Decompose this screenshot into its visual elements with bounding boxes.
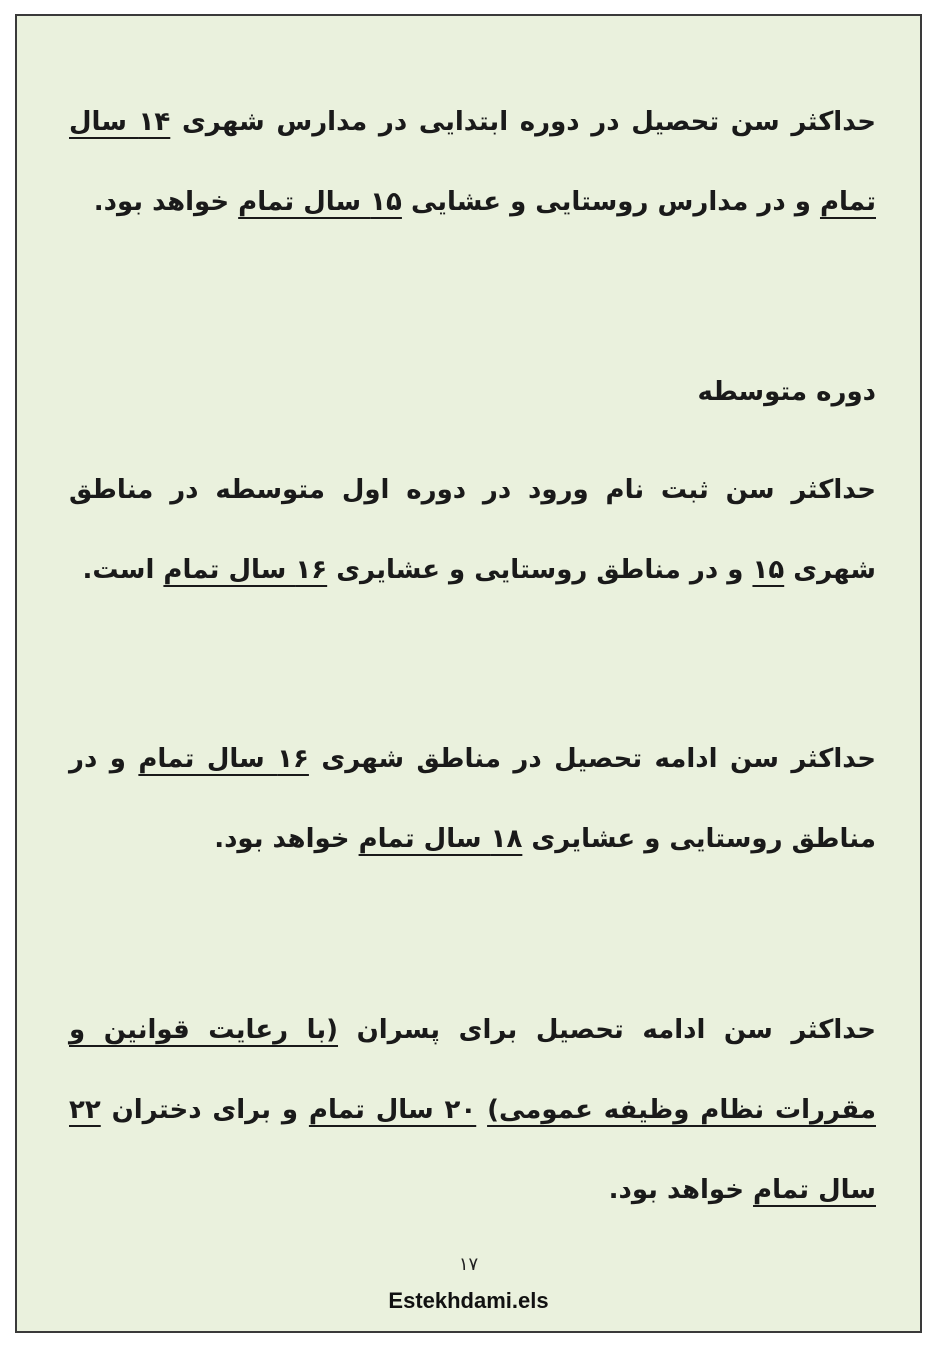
underlined-value: ۱۵ سال تمام xyxy=(238,187,402,217)
text-segment: و برای دختران xyxy=(100,1095,309,1125)
text-segment: حداکثر سن ادامه تحصیل برای پسران xyxy=(338,1015,877,1045)
text-segment: و در مدارس روستایی و عشایی xyxy=(401,187,820,217)
paragraph-gender-limits xyxy=(69,990,876,1230)
underlined-value: ۱۸ سال تمام xyxy=(358,824,523,854)
text-segment: و در مناطق روستایی و عشایری xyxy=(69,744,876,854)
text-segment: حداکثر سن ثبت نام ورود در دوره اول متوسطه در مناطق شهری xyxy=(69,475,876,585)
text-segment: خواهد بود. xyxy=(608,1175,754,1205)
text-segment: خواهد بود. xyxy=(93,187,239,217)
text-segment: است. xyxy=(82,555,164,585)
document-page xyxy=(15,14,922,1333)
page-number: ۱۷ xyxy=(458,1254,479,1275)
footer-brand: Estekhdami.els xyxy=(388,1288,549,1313)
paragraph-secondary-registration xyxy=(69,450,876,610)
underlined-value: (با رعایت قوانین و مقررات نظام وظیفه عمومی) xyxy=(69,1015,876,1125)
paragraph-continued-education xyxy=(69,719,876,879)
section-heading: دوره متوسطه xyxy=(697,377,876,407)
underlined-value: ۱۴ سال تمام xyxy=(69,107,876,217)
text-segment xyxy=(476,1095,487,1125)
text-segment: حداکثر سن تحصیل در دوره ابتدایی در مدارس شهری xyxy=(170,107,876,137)
paragraph-primary-age xyxy=(69,82,876,242)
text-segment: و در مناطق روستایی و عشایری xyxy=(327,555,753,585)
underlined-value: ۱۵ xyxy=(752,555,785,585)
text-segment: حداکثر سن ادامه تحصیل در مناطق شهری xyxy=(308,744,876,774)
underlined-value: ۱۶ سال تمام xyxy=(163,555,328,585)
underlined-value: ۲۰ سال تمام xyxy=(308,1095,477,1125)
underlined-value: ۲۲ سال تمام xyxy=(69,1095,876,1205)
text-segment: خواهد بود. xyxy=(214,824,359,854)
underlined-value: ۱۶ سال تمام xyxy=(138,744,309,774)
